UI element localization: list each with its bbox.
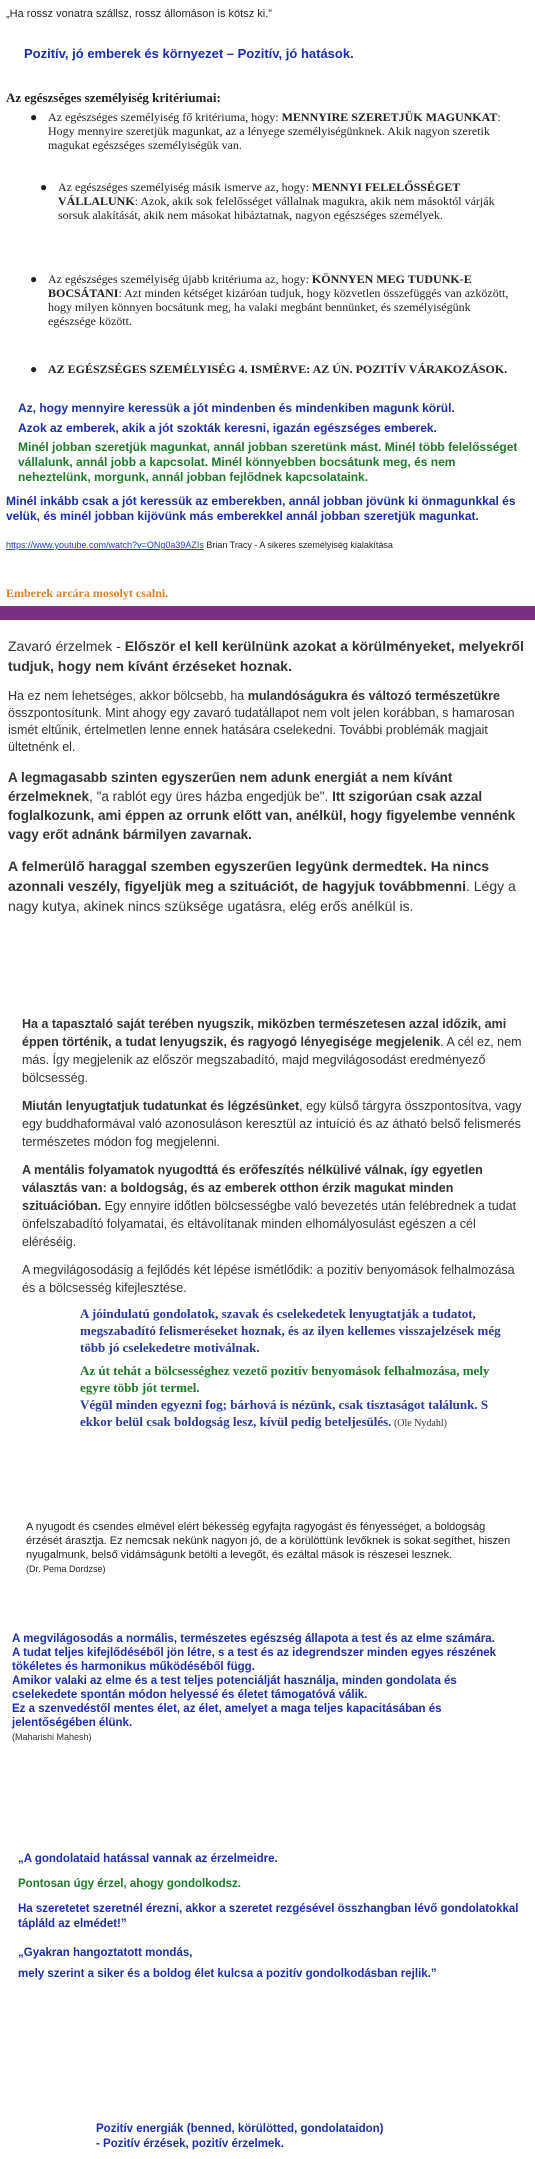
criteria-item-2: ● Az egészséges személyiség másik ismerve az, hogy: MENNYI FELELŐSSÉGET VÁLLALUNK: Azok, akik sok felelősséget vállalnak magukra, akik nem másoktól várják sorsuk alakítását, akik nem másokat hibáztatnak, nagyon egészséges személyek. (40, 180, 495, 222)
para-two-steps: A megvilágosodásig a fejlődés két lépése ismétlődik: a pozitív benyomások felhalmozása és a bölcsesség kifejlesztése. (22, 1263, 515, 1295)
criteria-item-4: ● AZ EGÉSZSÉGES SZEMÉLYISÉG 4. ISMÉRVE: AZ ÚN. POZITÍV VÁRAKOZÁSOK. (30, 362, 508, 376)
bullet-icon: ● (30, 110, 38, 124)
section-mind-calm (22, 1015, 527, 1297)
criteria-item-3: ● Az egészséges személyiség újabb kritériuma az, hogy: KÖNNYEN MEG TUDUNK-E BOCSÁTANI: Azt minden kétséget kizáróan tudjuk, hogy közvetlen összefüggés van azközött, hogy milyen könnyen bocsátunk meg, ha valaki megbánt bennünket, és személyiségünk egészsége között. (30, 272, 509, 328)
criteria-item-1: ● Az egészséges személyiség fő kritériuma, hogy: MENNYIRE SZERETJÜK MAGUNKAT: Hogy mennyire szeretjük magunkat, az a lényege személyiségünknek. Akik nagyon szeretik magukat egészséges személyiségük van. (30, 110, 501, 152)
page-headline: Pozitív, jó emberek és környezet – Pozitív, jó hatások. (24, 46, 354, 61)
positive-expectations-text: Az, hogy mennyire keressük a jót mindenben és mindenkiben magunk körül. Azok az emberek, akik a jót szokták keresni, igazán egészséges emberek. (18, 401, 455, 435)
para-breath: Miután lenyugtatjuk tudatunkat és légzésünket, egy külső tárgyra összpontosítva, vagy egy buddhaformával való azonosuláson keresztül az intuíció és az átható belső felismerés természetes módon fog megjelenni. (22, 1099, 522, 1149)
quote-pema-dordzse: A nyugodt és csendes elmével elért békesség egyfajta ragyogást és fényességet, a boldogság érzését árasztja. Ez nemcsak nekünk nagyon jó, de a körülöttünk levőknek is sokat segíthet, hiszen nyugalmunk, belső vidámságunk betölti a levegőt, és ezáltal mások is részesei lesznek. (Dr. Pema Dordzse) (26, 1521, 511, 1574)
closing-tagline: Pozitív energiák (benned, körülötted, gondolataidon) - Pozitív érzések, pozitív érzelmek. (96, 2123, 384, 2150)
self-love-text: Minél inkább csak a jót keressük az emberekben, annál jobban jövünk ki önmagunkkal és velük, és minél jobban kijövünk más emberekkel annál jobban szeretjük magunkat. (6, 494, 516, 523)
para-avoid: Zavaró érzelmek - Először el kell kerülnünk azokat a körülményeket, melyekről tudjuk, hogy nem kívánt érzéseket hoznak. (8, 638, 524, 674)
para-mental-processes: A mentális folyamatok nyugodttá és erőfeszítés nélkülivé válnak, így egyetlen választás van: a boldogság, és az emberek otthon érzik magukat minden szituációban. Egy ennyire időtlen bölcsességbe való bevezetés után felébrednek a tudat önfelszabadító folyamatai, és eltávolítanak minden elhomályosulást egészen a cél eléréséig. (22, 1163, 517, 1249)
para-impermanence: Ha ez nem lehetséges, akkor bölcsebb, ha mulandóságukra és változó természetükre összpontosítunk. Mint ahogy egy zavaró tudatállapot nem volt jelen korábban, s hamarosan ismét eltűnik, értelmetlen lenne ennek hatására cselekedni. További problémák magjait ültetnénk el. (8, 689, 515, 754)
source-link-row: https://www.youtube.com/watch?v=ONg0a39AZIs Brian Tracy - A sikeres személyiség kialakítása (6, 540, 393, 550)
bullet-icon: ● (30, 272, 38, 286)
quote-maharishi-mahesh: A megvilágosodás a normális, természetes egészség állapota a test és az elme számára. A tudat teljes kifejlődéséből jön létre, s a test és az idegrendszer minden egyes részének tökéletes és harmonikus működéséből függ. Amikor valaki az elme és a test teljes potenciálját használja, minden gondolata és cselekedete spontán módon helyessé és életet támogatóvá válik. Ez a szenvedéstől mentes élet, az élet, amelyet a maga teljes kapacitásában és jelentőségében élünk. (Maharishi Mahesh) (12, 1633, 497, 1742)
para-anger: A felmerülő haraggal szemben egyszerűen legyünk dermedtek. Ha nincs azonnali veszély, figyeljük meg a szituációt, de hagyjuk továbbmenni. Légy a nagy kutya, akinek nincs szüksége ugatásra, elég erős anélkül is. (8, 858, 516, 914)
bullet-icon: ● (40, 180, 48, 194)
smile-heading: Emberek arcára mosolyt csalni. (6, 586, 169, 600)
closing-quotes: „A gondolataid hatással vannak az érzelmeidre. Pontosan úgy érzel, ahogy gondolkodsz. Ha szeretetet szeretnél érezni, akkor a szeretet rezgésével összhangban lévő gondolatokkal tápláld az elmédet!” „Gyakran hangoztatott mondás, mely szerint a siker és a boldog élet kulcsa a pozitív gondolkodásban rejlik.” (18, 1853, 519, 1980)
quote-ole-nydahl: A jóindulatú gondolatok, szavak és cselekedetek lenyugtatják a tudatot, megszabadító felismeréseket hoznak, és az ilyen kellemes visszajelzések még több jó cselekedetre motiválnak. Az út tehát a bölcsességhez vezető pozitív benyomások felhalmozása, mely egyre több jót termel. Végül minden egyezni fog; bárhová is nézünk, csak tisztaságot találunk. S ekkor belül csak boldogság lesz, kívül pedig beteljesülés. (Ole Nydahl) (80, 1306, 501, 1429)
top-quote: „Ha rossz vonatra szállsz, rossz állomáson is kötsz ki.” (6, 8, 272, 20)
youtube-link[interactable]: https://www.youtube.com/watch?v=ONg0a39AZIs (6, 540, 204, 550)
section-disturbing-emotions (8, 636, 528, 916)
para-experiencer: Ha a tapasztaló saját terében nyugszik, miközben természetesen azzal időzik, ami éppen történik, a tudat lenyugszik, és ragyogó lényegisége megjelenik. A cél ez, nem más. Így megjelenik az először megszabadító, majd megvilágosodást eredményező bölcsesség. (22, 1017, 522, 1085)
para-highest-level: A legmagasabb szinten egyszerűen nem adunk energiát a nem kívánt érzelmeknek, "a rablót egy üres házba engedjük be". Itt szigorúan csak azzal foglalkozunk, ami éppen az orrunk előtt van, anélkül, hogy figyelembe vennénk vagy erőt adnánk bármilyen zavarnak. (8, 770, 516, 842)
relationships-text: Minél jobban szeretjük magunkat, annál jobban szeretünk mást. Minél több felelősséget vállalunk, annál jobb a kapcsolat. Minél könnyebben bocsátunk meg, és nem neheztelünk, morgunk, annál jobban fejlődnek kapcsolataink. (18, 440, 518, 484)
criteria-heading: Az egészséges személyiség kritériumai: (6, 90, 221, 105)
section-divider-band (0, 606, 535, 620)
bullet-icon: ● (30, 362, 38, 376)
